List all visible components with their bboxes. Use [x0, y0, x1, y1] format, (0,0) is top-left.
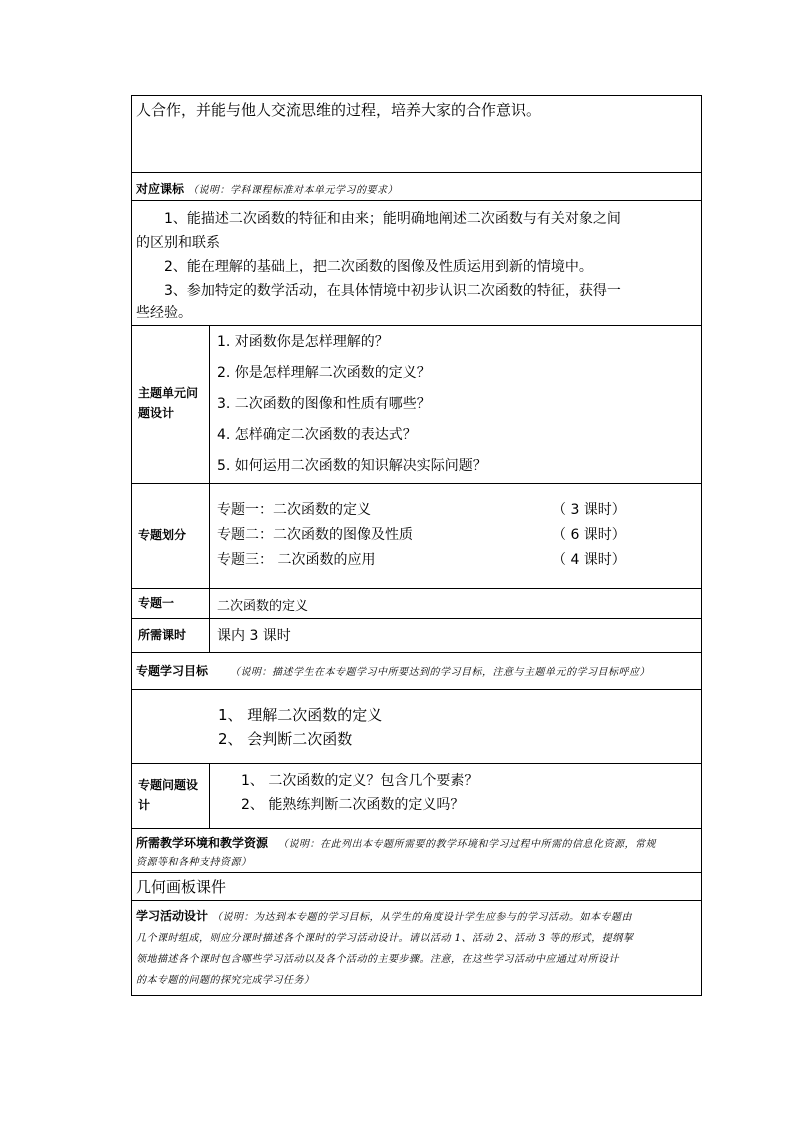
- standards-content-row: [132, 201, 701, 326]
- unit-questions-label-line2: 题设计: [138, 406, 175, 420]
- resources-value: 几何画板课件: [136, 878, 227, 896]
- topic-goals-header-row: [132, 653, 701, 690]
- topic-division-hours-3: （ 4 课时）: [552, 552, 626, 568]
- unit-question-1: 1. 对函数你是怎样理解的？: [217, 334, 389, 350]
- topic-division-name-3: 专题三： 二次函数的应用: [217, 552, 376, 568]
- unit-question-4: 4. 怎样确定二次函数的表达式？: [217, 427, 417, 443]
- standards-item-1-cont: 的区别和联系: [136, 235, 220, 251]
- topic-division-row: [132, 484, 701, 589]
- topic-one-label-cell: [132, 589, 210, 618]
- unit-question-5: 5. 如何运用二次函数的知识解决实际问题？: [217, 458, 487, 474]
- standards-label: 对应课标: [136, 182, 185, 196]
- standards-item-1: 1、能描述二次函数的特征和由来；能明确地阐述二次函数与有关对象之间: [164, 211, 621, 227]
- required-hours-value: 课内 3 课时: [217, 628, 291, 644]
- standards-header-row: [132, 173, 701, 201]
- topic-division-hours-1: （ 3 课时）: [552, 502, 626, 518]
- topic-goal-2: 2、 会判断二次函数: [218, 730, 353, 748]
- resources-note-line1: （说明：在此列出本专题所需要的教学环境和学习过程中所需的信息化资源，常规: [278, 839, 656, 850]
- topic-question-2: 2、 能熟练判断二次函数的定义吗？: [241, 797, 465, 813]
- activities-note-line4: 的本专题的问题的探究完成学习任务）: [136, 975, 315, 986]
- topic-one-row: [132, 589, 701, 619]
- standards-item-2: 2、能在理解的基础上，把二次函数的图像及性质运用到新的情境中。: [164, 259, 593, 275]
- unit-questions-row: [132, 326, 701, 484]
- topic-questions-row: [132, 764, 701, 829]
- standards-item-3-cont: 些经验。: [136, 305, 192, 321]
- standards-item-3: 3、参加特定的数学活动，在具体情境中初步认识二次函数的特征，获得一: [164, 283, 621, 299]
- unit-questions-cell: [210, 326, 701, 483]
- activities-label: 学习活动设计: [136, 909, 209, 923]
- unit-questions-label-cell: [132, 326, 210, 483]
- required-hours-row: [132, 619, 701, 653]
- topic-one-value: 二次函数的定义: [217, 599, 309, 614]
- topic-question-1: 1、 二次函数的定义？包含几个要素？: [241, 773, 479, 789]
- unit-question-3: 3. 二次函数的图像和性质有哪些？: [217, 396, 431, 412]
- topic-division-hours-2: （ 6 课时）: [552, 527, 626, 543]
- topic-division-name-2: 专题二：二次函数的图像及性质: [217, 527, 413, 543]
- topic-questions-label-line1: 专题问题设: [138, 778, 199, 792]
- resources-value-row: [132, 873, 701, 901]
- topic-questions-cell: [210, 764, 701, 828]
- topic-goals-content-row: [132, 690, 701, 764]
- resources-label: 所需教学环境和教学资源: [136, 836, 269, 850]
- topic-questions-label-cell: [132, 764, 210, 828]
- topic-one-label: 专题一: [138, 596, 175, 610]
- intro-text: 人合作，并能与他人交流思维的过程，培养大家的合作意识。: [136, 101, 542, 119]
- activities-note-line2: 几个课时组成，则应分课时描述各个课时的学习活动设计。请以活动 1、活动 2、活动 3 等的形式，提纲挈: [136, 933, 634, 944]
- resources-note-line2: 资源等和各种支持资源）: [136, 857, 252, 868]
- topic-division-cell: [210, 484, 701, 588]
- standards-note: （说明：学科课程标准对本单元学习的要求）: [188, 185, 398, 196]
- topic-division-label: 专题划分: [138, 528, 187, 542]
- topic-goals-label: 专题学习目标: [136, 664, 209, 678]
- activities-row: [132, 901, 701, 995]
- topic-goals-note: （说明：描述学生在本专题学习中所要达到的学习目标，注意与主题单元的学习目标呼应）: [230, 667, 650, 678]
- intro-row: [132, 96, 701, 173]
- topic-goal-1: 1、 理解二次函数的定义: [218, 706, 383, 724]
- plan-table: [131, 95, 702, 996]
- topic-one-cell: [210, 589, 701, 618]
- required-hours-label-cell: [132, 619, 210, 652]
- topic-division-label-cell: [132, 484, 210, 588]
- topic-division-name-1: 专题一：二次函数的定义: [217, 502, 371, 518]
- unit-question-2: 2. 你是怎样理解二次函数的定义？: [217, 365, 431, 381]
- required-hours-label: 所需课时: [138, 628, 187, 642]
- topic-questions-label-line2: 计: [138, 798, 151, 812]
- activities-note-line1: （说明：为达到本专题的学习目标，从学生的角度设计学生应参与的学习活动。如本专题由: [212, 912, 632, 923]
- required-hours-cell: [210, 619, 701, 652]
- activities-note-line3: 领地描述各个课时包含哪些学习活动以及各个活动的主要步骤。注意，在这些学习活动中应通过对所设计: [136, 954, 619, 965]
- unit-questions-label-line1: 主题单元问: [138, 386, 199, 400]
- resources-header-row: [132, 829, 701, 873]
